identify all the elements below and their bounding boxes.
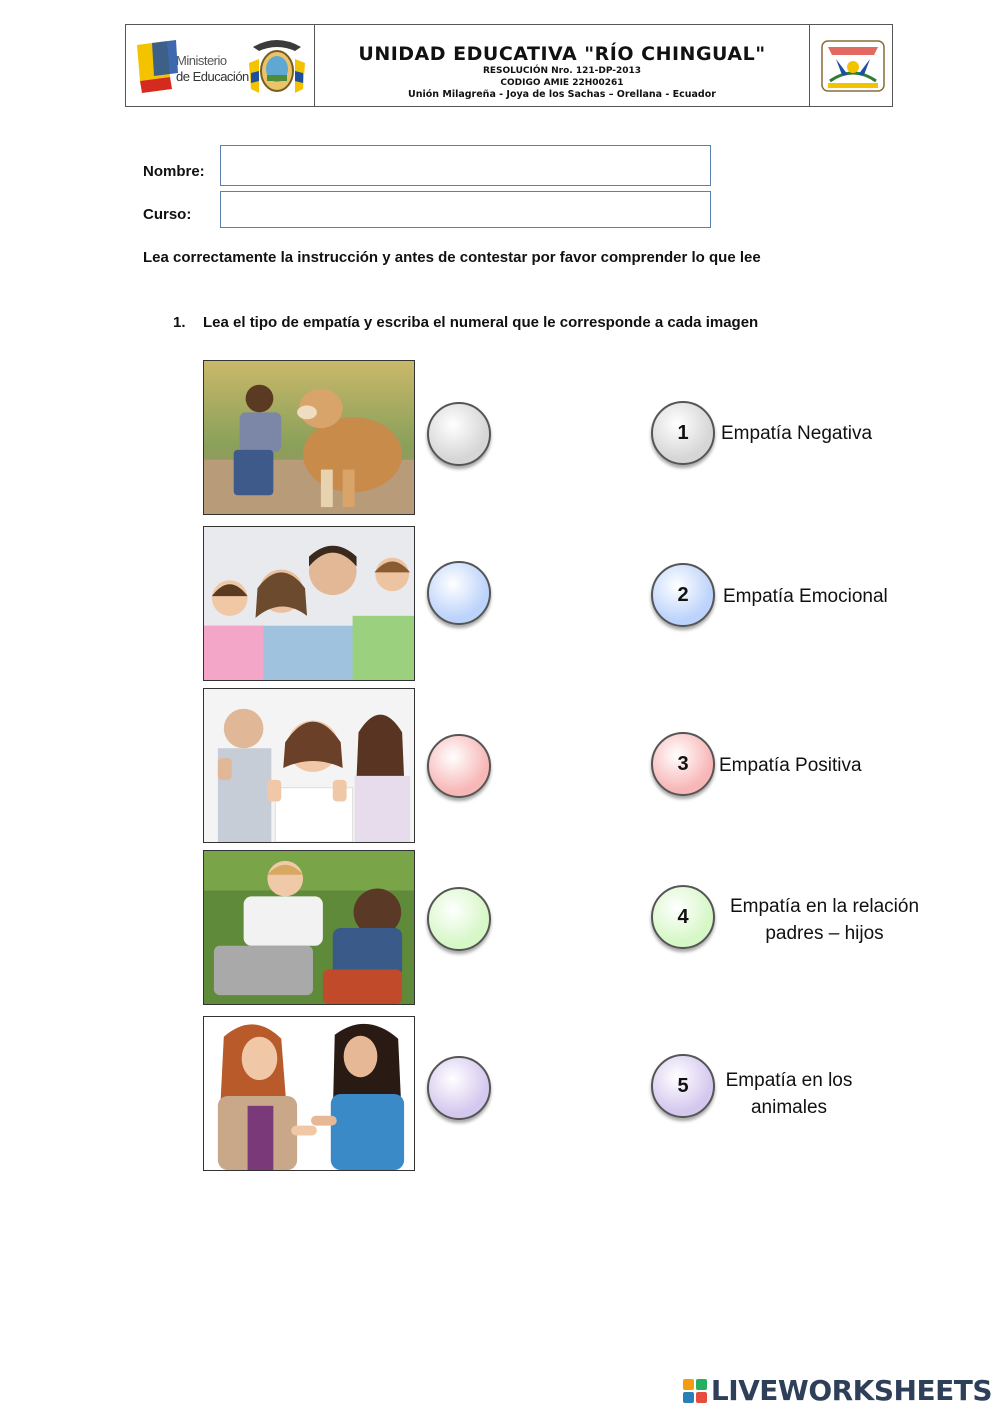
option-label-3 — [719, 752, 862, 779]
course-label: Curso: — [143, 206, 192, 223]
option-number-4: 4 — [651, 885, 715, 949]
option-label-5-line2: animales — [750, 1097, 828, 1118]
option-label-1-line1: Empatía Negativa — [721, 423, 873, 444]
answer-slot-photo-2[interactable] — [427, 561, 491, 625]
question-number: 1. — [173, 314, 186, 331]
boy-with-dog-photo — [203, 360, 415, 515]
option-label-4-line1: Empatía en la relación — [729, 896, 920, 917]
liveworksheets-logo — [683, 1374, 992, 1407]
ecuador-coat-of-arms-icon — [247, 33, 307, 101]
document-header — [125, 24, 893, 107]
school-crest-icon — [818, 35, 888, 97]
option-label-5 — [718, 1067, 860, 1121]
thumbs-up-people-photo — [203, 688, 415, 843]
option-label-4 — [722, 893, 927, 947]
option-number-1: 1 — [651, 401, 715, 465]
answer-slot-photo-1[interactable] — [427, 402, 491, 466]
school-info-cell — [315, 25, 810, 106]
question-text: Lea el tipo de empatía y escriba el numeral que le corresponde a cada imagen — [203, 314, 759, 331]
liveworksheets-grid-icon — [683, 1379, 707, 1403]
liveworksheets-brand: LIVEWORKSHEETS — [710, 1374, 992, 1407]
general-instruction: Lea correctamente la instrucción y antes de contestar por favor comprender lo que lee — [143, 249, 761, 266]
option-label-4-line2: padres – hijos — [765, 923, 884, 944]
option-number-5: 5 — [651, 1054, 715, 1118]
answer-slot-photo-4[interactable] — [427, 887, 491, 951]
name-label: Nombre: — [143, 163, 205, 180]
option-number-2: 2 — [651, 563, 715, 627]
resolution-text: RESOLUCIÓN Nro. 121-DP-2013 — [482, 66, 642, 76]
school-logo-cell — [810, 25, 892, 106]
option-label-2-line1: Empatía Emocional — [723, 586, 888, 607]
course-input[interactable] — [220, 191, 711, 228]
amie-code-text: CODIGO AMIE 22H00261 — [500, 78, 624, 88]
ministry-name — [176, 53, 249, 85]
option-label-2 — [723, 583, 888, 610]
women-arguing-photo — [203, 1016, 415, 1171]
option-label-1 — [721, 420, 872, 447]
family-hug-photo — [203, 526, 415, 681]
ministry-line1: Ministerio — [176, 53, 227, 68]
address-text: Unión Milagreña - Joya de los Sachas – Orellana - Ecuador — [408, 89, 716, 100]
school-name: UNIDAD EDUCATIVA "RÍO CHINGUAL" — [358, 43, 766, 65]
option-label-3-line1: Empatía Positiva — [719, 755, 862, 776]
option-number-3: 3 — [651, 732, 715, 796]
ministry-logo-cell — [126, 25, 315, 106]
boys-comforting-photo — [203, 850, 415, 1005]
name-input[interactable] — [220, 145, 711, 186]
answer-slot-photo-5[interactable] — [427, 1056, 491, 1120]
ministry-line2: de Educación — [176, 69, 249, 84]
option-label-5-line1: Empatía en los — [725, 1070, 853, 1091]
answer-slot-photo-3[interactable] — [427, 734, 491, 798]
